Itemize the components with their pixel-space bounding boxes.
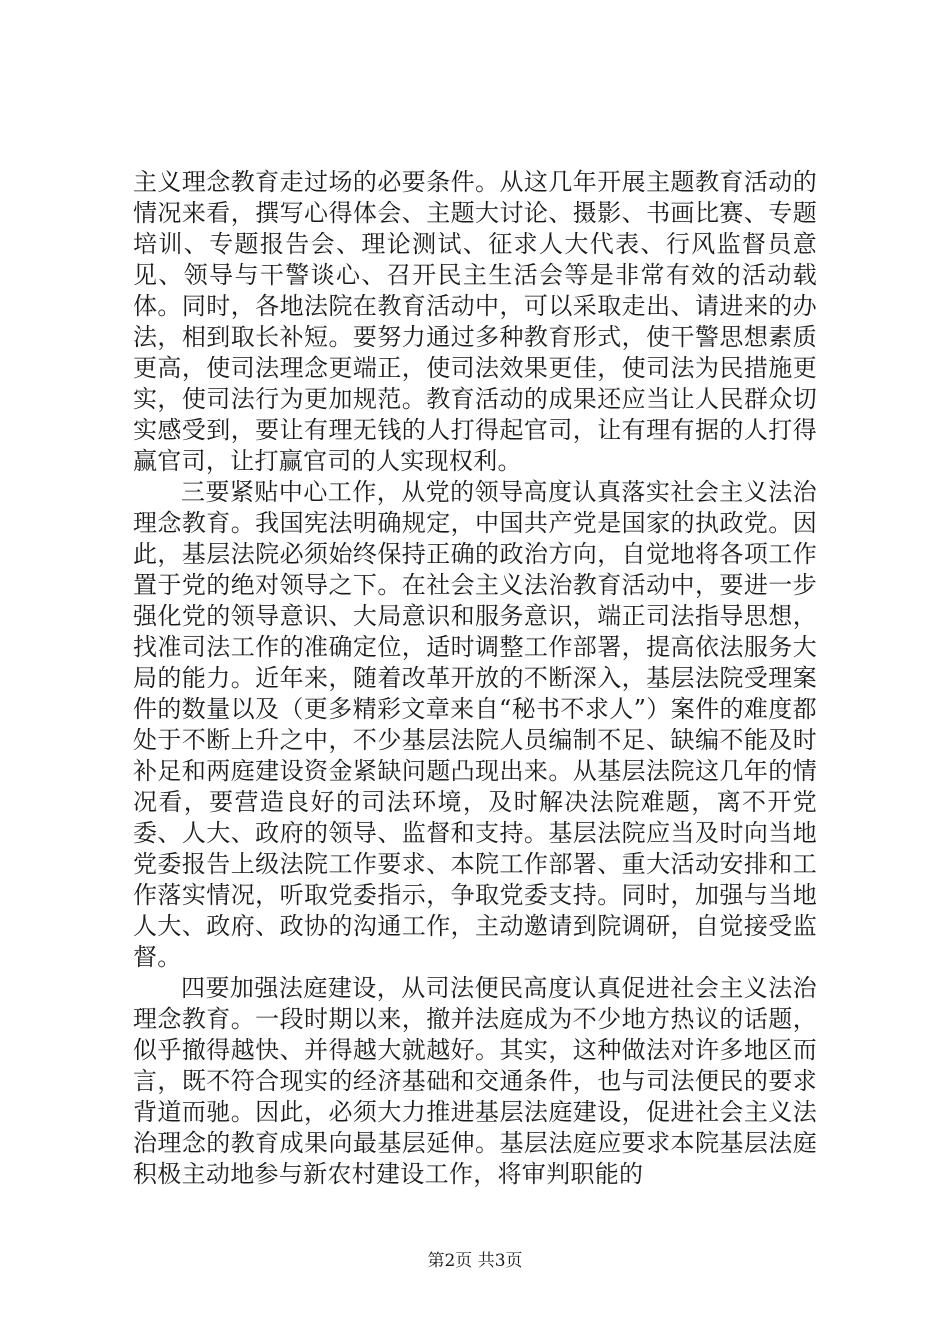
- document-body: [133, 167, 817, 1190]
- paragraph-1: 主义理念教育走过场的必要条件。从这几年开展主题教育活动的情况来看，撰写心得体会、主题大讨论、摄影、书画比赛、专题培训、专题报告会、理论测试、征求人大代表、行风监督员意见、领导与干警谈心、召开民主生活会等是非常有效的活动载体。同时，各地法院在教育活动中，可以采取走出、请进来的办法，相到取长补短。要努力通过多种教育形式，使干警思想素质更高，使司法理念更端正，使司法效果更佳，使司法为民措施更实，使司法行为更加规范。教育活动的成果还应当让人民群众切实感受到，要让有理无钱的人打得起官司，让有理有据的人打得赢官司，让打赢官司的人实现权利。: [133, 168, 817, 475]
- paragraph-2: 三要紧贴中心工作，从党的领导高度认真落实社会主义法治理念教育。我国宪法明确规定，中国共产党是国家的执政党。因此，基层法院必须始终保持正确的政治方向，自觉地将各项工作置于党的绝对领导之下。在社会主义法治教育活动中，要进一步强化党的领导意识、大局意识和服务意识，端正司法指导思想，找准司法工作的准确定位，适时调整工作部署，提高依法服务大局的能力。近年来，随着改革开放的不断深入，基层法院受理案件的数量以及（更多精彩文章来自“秘书不求人”）案件的难度都处于不断上升之中，不少基层法院人员编制不足、缺编不能及时补足和两庭建设资金紧缺问题凸现出来。从基层法院这几年的情况看，要营造良好的司法环境，及时解决法院难题，离不开党委、人大、政府的领导、监督和支持。基层法院应当及时向当地党委报告上级法院工作要求、本院工作部署、重大活动安排和工作落实情况，听取党委指示，争取党委支持。同时，加强与当地人大、政府、政协的沟通工作，主动邀请到院调研，自觉接受监督。: [133, 478, 817, 971]
- page-number-footer: 第2页 共3页: [427, 1251, 523, 1271]
- paragraph-3: 四要加强法庭建设，从司法便民高度认真促进社会主义法治理念教育。一段时期以来，撤并法庭成为不少地方热议的话题，似乎撤得越快、并得越大就越好。其实，这种做法对许多地区而言，既不符合现实的经济基础和交通条件，也与司法便民的要求背道而驰。因此，必须大力推进基层法庭建设，促进社会主义法治理念的教育成果向最基层延伸。基层法庭应要求本院基层法庭积极主动地参与新农村建设工作，将审判职能的: [133, 974, 817, 1188]
